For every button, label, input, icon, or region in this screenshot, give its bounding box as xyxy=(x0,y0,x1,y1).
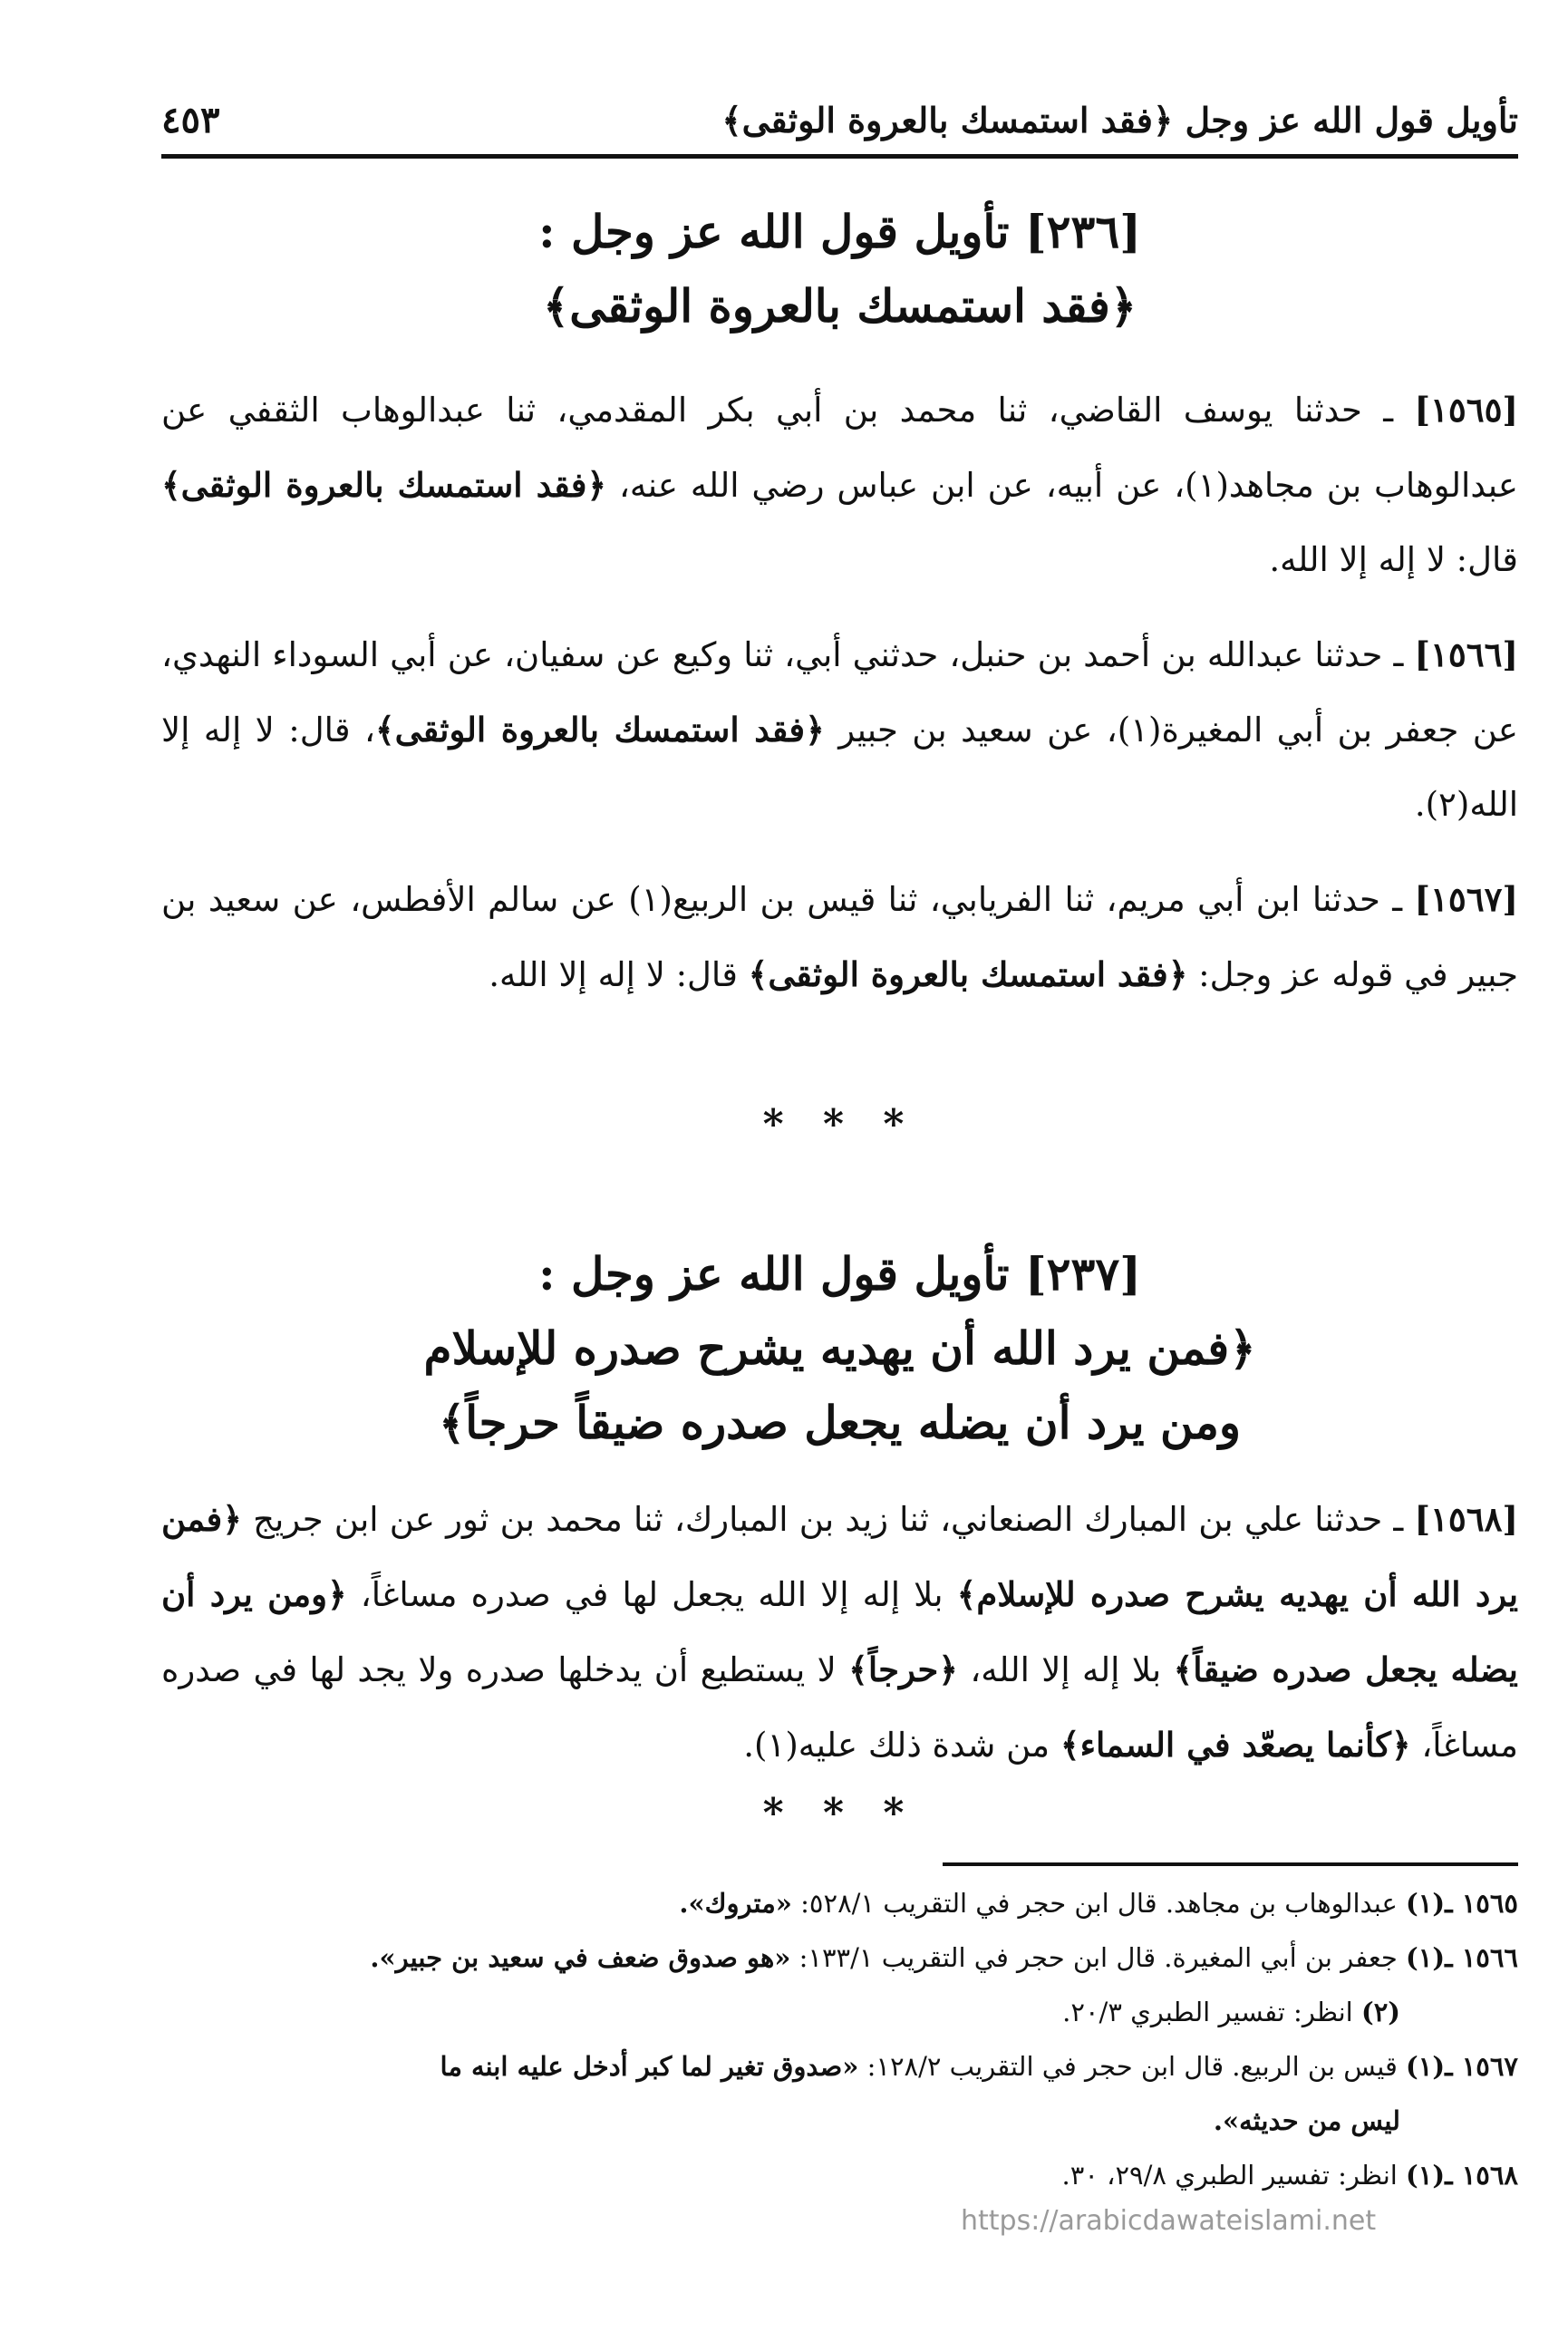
hadith-text: من شدة ذلك عليه(١). xyxy=(743,1726,1060,1765)
footnote-quote: ليس من حديثه». xyxy=(1213,2105,1400,2136)
quran-quote: ﴿فقد استمسك بالعروة الوثقى﴾ xyxy=(161,465,607,505)
quran-quote: ﴿حرجاً﴾ xyxy=(848,1649,958,1689)
footnote-text: جعفر بن أبي المغيرة. قال ابن حجر في التقريب ١٣٣/١: xyxy=(790,1942,1407,1973)
page-number: ٤٥٣ xyxy=(161,99,220,141)
hadith-number: [١٥٦٧] xyxy=(1414,879,1518,919)
section-236-title-line2: ﴿فقد استمسك بالعروة الوثقى﴾ xyxy=(542,279,1137,333)
footnote xyxy=(161,1876,1518,1930)
footnote-continuation xyxy=(161,2094,1518,2148)
hadith-text: بلا إله إلا الله يجعل لها في صدره مساغاً، xyxy=(346,1575,957,1614)
hadith-1567 xyxy=(161,862,1518,1012)
hadith-text: ، قال: لا إله إلا الله(٢). xyxy=(161,711,1518,824)
footnote-id: ١٥٦٨ ـ(١) xyxy=(1406,2160,1518,2191)
quran-quote: ﴿فمن يرد الله أن يهديه يشرح صدره للإسلام﴾ xyxy=(161,1499,1519,1614)
footnote-id: ١٥٦٧ ـ(١) xyxy=(1406,2051,1518,2082)
footnote-text: انظر: تفسير الطبري ٢٩/٨، ٣٠. xyxy=(1061,2160,1407,2191)
quran-quote: ﴿كأنما يصعّد في السماء﴾ xyxy=(1060,1725,1411,1765)
hadith-text: لا يستطيع أن يدخلها صدره ولا يجد لها في صدره مساغاً، xyxy=(161,1650,1518,1765)
footnote-id: ١٥٦٥ ـ(١) xyxy=(1406,1888,1518,1919)
running-header xyxy=(161,86,1518,159)
section-237-title-line1: [٢٣٧] تأويل قول الله عز وجل : xyxy=(538,1247,1141,1301)
hadith-text: ـ حدثنا ابن أبي مريم، ثنا الفريابي، ثنا قيس بن الربيع(١) عن سالم الأفطس، عن سعيد بن جبير في قوله عز وجل: xyxy=(161,880,1518,994)
footnote xyxy=(161,1930,1518,1985)
footnote-divider xyxy=(943,1862,1518,1866)
section-236 xyxy=(161,195,1518,1032)
quran-quote: ﴿ومن يرد أن يضله يجعل صدره ضيقاً﴾ xyxy=(161,1574,1518,1689)
footnotes xyxy=(161,1876,1518,2202)
footnote-text: انظر: تفسير الطبري ٢٠/٣. xyxy=(1062,1997,1361,2027)
hadith-1565 xyxy=(161,372,1518,597)
hadith-1568 xyxy=(161,1482,1518,1783)
hadith-text: ـ حدثنا يوسف القاضي، ثنا محمد بن أبي بكر المقدمي، ثنا عبدالوهاب الثقفي عن عبدالوهاب بن مجاهد(١)، عن أبيه، عن ابن عباس رضي الله عنه، xyxy=(161,391,1518,505)
section-237-title-line2: ﴿فمن يرد الله أن يهديه يشرح صدره للإسلام xyxy=(423,1321,1256,1375)
footnote-quote: «متروك». xyxy=(679,1888,792,1919)
footnote-id: ١٥٦٦ ـ(١) xyxy=(1406,1942,1518,1973)
watermark-url: https://arabicdawateislami.net xyxy=(961,2205,1377,2237)
hadith-text: قال: لا إله إلا الله. xyxy=(1269,540,1518,579)
hadith-number: [١٥٦٨] xyxy=(1414,1499,1518,1539)
footnote xyxy=(161,2039,1518,2094)
hadith-text: ـ حدثنا علي بن المبارك الصنعاني، ثنا زيد بن المبارك، ثنا محمد بن ثور عن ابن جريج xyxy=(241,1500,1415,1539)
section-237-title xyxy=(161,1237,1518,1460)
footnote-id: (٢) xyxy=(1360,1997,1400,2027)
quran-quote: ﴿فقد استمسك بالعروة الوثقى﴾ xyxy=(374,710,825,750)
section-237-title-line3: ومن يرد أن يضله يجعل صدره ضيقاً حرجاً﴾ xyxy=(438,1396,1242,1449)
footnote-text: عبدالوهاب بن مجاهد. قال ابن حجر في التقريب ٥٢٨/١: xyxy=(791,1888,1407,1919)
hadith-text: قال: لا إله إلا الله. xyxy=(489,955,749,994)
section-separator: * * * xyxy=(762,1101,917,1147)
section-236-title-line1: [٢٣٦] تأويل قول الله عز وجل : xyxy=(538,205,1141,258)
section-237 xyxy=(161,1237,1518,1803)
hadith-text: ـ حدثنا عبدالله بن أحمد بن حنبل، حدثني أبي، ثنا وكيع عن سفيان، عن أبي السوداء النهدي، عن جعفر بن أبي المغيرة(١)، عن سعيد بن جبير xyxy=(161,635,1519,750)
footnote-text: قيس بن الربيع. قال ابن حجر في التقريب ١٢٨/٢: xyxy=(858,2051,1407,2082)
hadith-number: [١٥٦٥] xyxy=(1414,390,1518,430)
hadith-number: [١٥٦٦] xyxy=(1414,634,1518,674)
quran-quote: ﴿فقد استمسك بالعروة الوثقى﴾ xyxy=(748,954,1188,994)
hadith-text: بلا إله إلا الله، xyxy=(957,1650,1174,1689)
footnote-quote: «صدوق تغير لما كبر أدخل عليه ابنه ما xyxy=(440,2051,859,2082)
section-separator: * * * xyxy=(762,1790,917,1836)
footnote xyxy=(161,2148,1518,2202)
footnote xyxy=(161,1985,1518,2039)
running-title: تأويل قول الله عز وجل ﴿فقد استمسك بالعروة الوثقى﴾ xyxy=(721,100,1518,140)
footnote-quote: «هو صدوق ضعف في سعيد بن جبير». xyxy=(370,1942,791,1973)
section-236-title xyxy=(161,195,1518,343)
hadith-1566 xyxy=(161,617,1518,842)
